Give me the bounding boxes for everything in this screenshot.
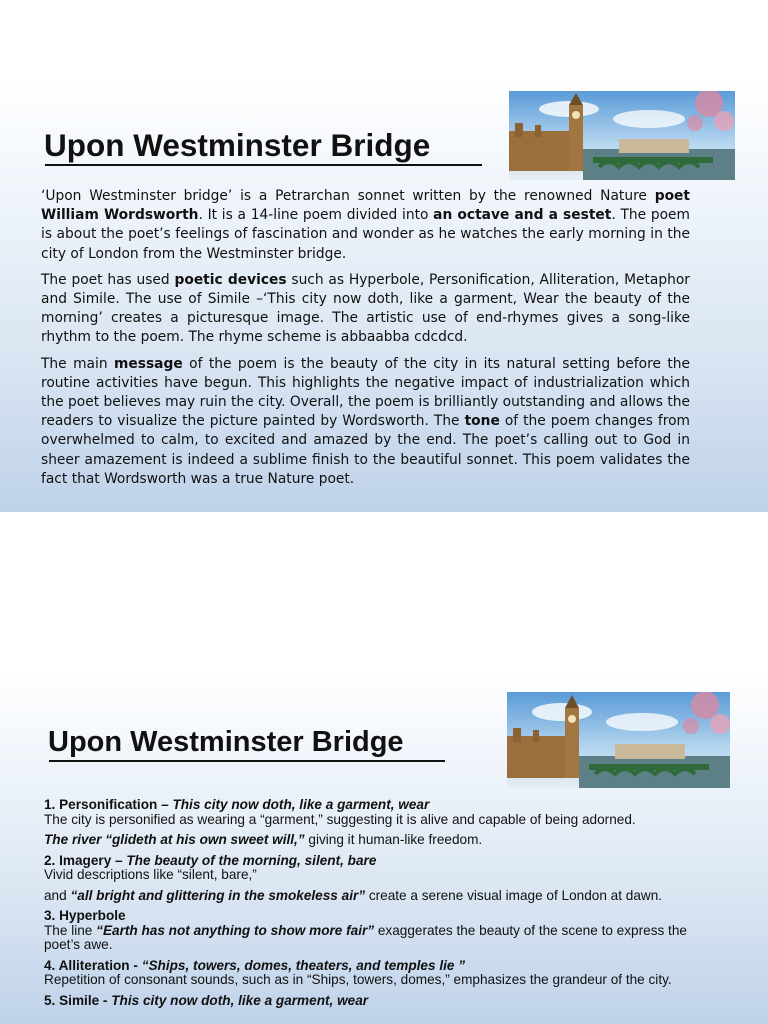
item-description: The city is personified as wearing a “garment,” suggesting it is alive and capable of being adorned. bbox=[44, 811, 636, 827]
list-item bbox=[44, 909, 704, 953]
title-underline bbox=[45, 164, 482, 166]
westminster-photo bbox=[509, 91, 735, 180]
item-heading: 1. Personification – This city now doth, like a garment, wear bbox=[44, 797, 430, 812]
title-underline bbox=[49, 760, 445, 762]
slide-body bbox=[41, 187, 690, 496]
paragraph-message: The main message of the poem is the beauty of the city in its natural setting before the routine activities have begun. This highlights the negative impact of industrialization which the poet believes may ruin the city. Overall, the poem is brilliantly outstanding and allows the readers to visualize the picture painted by Wordsworth. The tone of the poem changes from overwhelmed to calm, to excited and amazed by the end. The poet’s calling out to God in sheer amazement is indeed a sublime finish to the beautiful sonnet. This poem validates the fact that Wordsworth was a true Nature poet. bbox=[41, 355, 691, 487]
paragraph-devices: The poet has used poetic devices such as Hyperbole, Personification, Alliteration, Metaphor and Simile. The use of Simile –‘This city now doth, like a garment, Wear the beauty of the morning’ creates a picturesque image. The artistic use of end-rhymes gives a song-like rhythm to the poem. The rhyme scheme is abbaabba cdcdcd. bbox=[41, 271, 690, 346]
list-item bbox=[44, 798, 704, 848]
item-description: Repetition of consonant sounds, such as in “Ships, towers, domes,” emphasizes the grandeur of the city. bbox=[44, 972, 672, 987]
list-item bbox=[44, 854, 704, 904]
list-item bbox=[44, 959, 704, 988]
item-heading: 5. Simile - This city now doth, like a garment, wear bbox=[44, 992, 369, 1008]
item-heading: 2. Imagery – The beauty of the morning, silent, bare bbox=[44, 852, 377, 868]
slide-title: Upon Westminster Bridge bbox=[48, 726, 404, 758]
item-extra: The river “glideth at his own sweet will,” giving it human-like freedom. bbox=[44, 832, 483, 847]
item-description: Vivid descriptions like “silent, bare,” bbox=[44, 867, 257, 882]
slide-2 bbox=[0, 672, 768, 1024]
item-extra: and “all bright and glittering in the smokeless air” create a serene visual image of London at dawn. bbox=[44, 887, 663, 903]
item-heading: 3. Hyperbole bbox=[44, 908, 126, 923]
list-item bbox=[44, 994, 704, 1009]
item-description: The line “Earth has not anything to show more fair” exaggerates the beauty of the scene to express the poet’s awe. bbox=[44, 922, 687, 952]
paragraph-intro: ‘Upon Westminster bridge’ is a Petrarchan sonnet written by the renowned Nature poet William Wordsworth. It is a 14-line poem divided into an octave and a sestet. The poem is about the poet’s feelings of fascination and wonder as he watches the early morning in the city of London from the Westminster bridge. bbox=[41, 188, 690, 262]
device-list bbox=[44, 798, 704, 1014]
slide-title: Upon Westminster Bridge bbox=[44, 127, 431, 163]
westminster-photo bbox=[507, 692, 730, 788]
item-heading: 4. Alliteration - “Ships, towers, domes, theaters, and temples lie ” bbox=[44, 957, 466, 973]
slide-1 bbox=[0, 80, 768, 512]
